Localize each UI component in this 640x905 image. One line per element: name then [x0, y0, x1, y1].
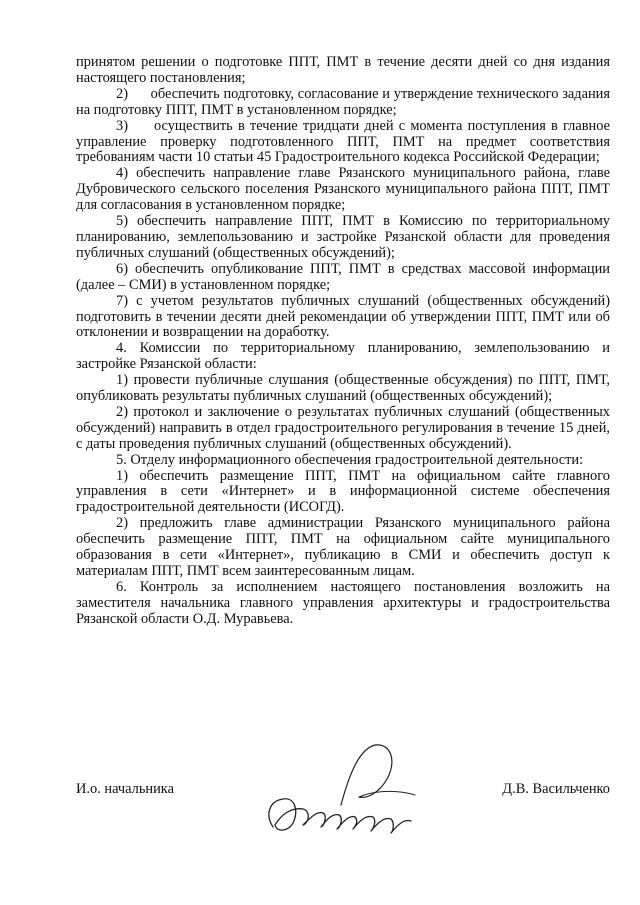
section-4-item-2: 2) протокол и заключение о результатах публичных слушаний (общественных обсуждений) направить в отдел градостроительного регулирования в течение 15 дней, с даты проведения публичных слушаний (общественных обсуждений). [76, 403, 610, 452]
document-body [76, 55, 610, 628]
section-5-item-2: 2) предложить главе администрации Рязанского муниципального района обеспечить размещение ППТ, ПМТ на официальном сайте муниципального образования в сети «Интернет», публикацию в СМИ и обеспечить доступ к материалам ППТ, ПМТ всем заинтересованным лицам. [76, 515, 610, 579]
handwritten-signature [255, 735, 435, 845]
section-4-item-1: 1) провести публичные слушания (общественные обсуждения) по ППТ, ПМТ, опубликовать результаты публичных слушаний (общественных обсуждений); [76, 372, 610, 405]
list-item-5: 5) обеспечить направление ППТ, ПМТ в Комиссию по территориальному планированию, землепользованию и застройке Рязанской области для проведения публичных слушаний (общественных обсуждений); [76, 213, 610, 261]
section-6-paragraph: 6. Контроль за исполнением настоящего постановления возложить на заместителя начальника главного управления архитектуры и градостроительства Рязанской области О.Д. Муравьева. [76, 578, 610, 627]
list-item-3: 3) осуществить в течение тридцати дней с момента поступления в главное управление проверку подготовленного ППТ, ПМТ на предмет соответствия требованиям части 10 статьи 45 Градостроительного кодекса Российской Федерации; [76, 117, 610, 166]
list-item-6: 6) обеспечить опубликование ППТ, ПМТ в средствах массовой информации (далее – СМИ) в установленном порядке; [76, 260, 610, 293]
section-5-heading: 5. Отделу информационного обеспечения градостроительной деятельности: [116, 451, 584, 468]
section-5-item-1: 1) обеспечить размещение ППТ, ПМТ на официальном сайте главного управления в сети «Интернет» и в информационной системе обеспечения градостроительной деятельности (ИСОГД). [76, 467, 610, 516]
signer-name: Д.В. Васильченко [502, 781, 610, 797]
list-item-4: 4) обеспечить направление главе Рязанского муниципального района, главе Дубровического сельского поселения Рязанского муниципального района ППТ, ПМТ для согласования в установленном порядке; [76, 165, 610, 214]
list-item-7: 7) с учетом результатов публичных слушаний (общественных обсуждений) подготовить в течении десяти дней рекомендации об утверждении ППТ, ПМТ или об отклонении и возвращении на доработку. [76, 292, 610, 341]
section-4-heading: 4. Комиссии по территориальному планированию, землепользованию и застройке Рязанской области: [76, 340, 610, 373]
list-item-2: 2) обеспечить подготовку, согласование и утверждение технического задания на подготовку ППТ, ПМТ в установленном порядке; [76, 85, 610, 118]
signer-position: И.о. начальника [76, 781, 174, 797]
paragraph-continuation: принятом решении о подготовке ППТ, ПМТ в течение десяти дней со дня издания настоящего постановления; [76, 54, 610, 86]
